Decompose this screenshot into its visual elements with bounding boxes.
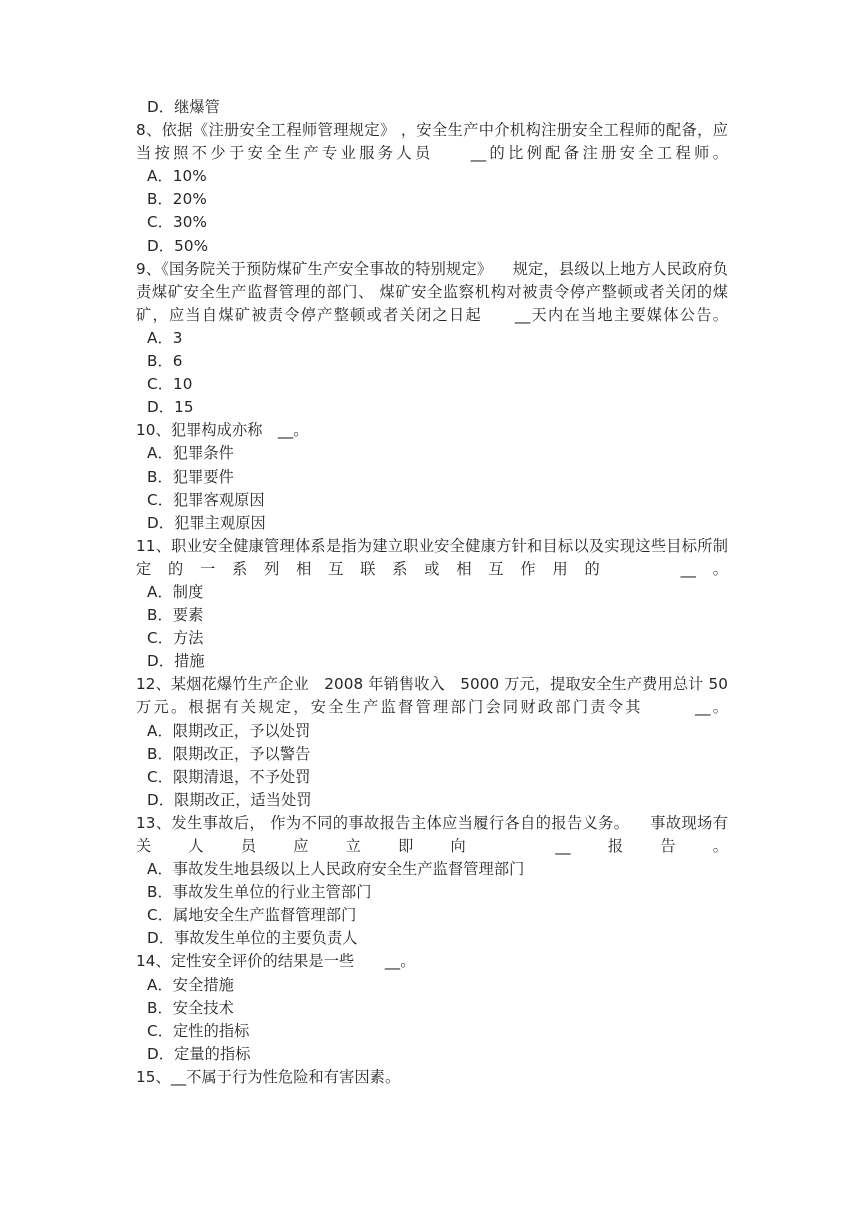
question-stem: 15、__不属于行为性危险和有害因素。: [136, 1067, 401, 1086]
question-stem: 14、定性安全评价的结果是一些 __。: [136, 952, 416, 971]
answer-option: B．限期改正，予以警告: [147, 744, 311, 763]
question-stem: 8、依据《注册安全工程师管理规定》 ，安全生产中介机构注册安全工程师的配备，应当按照不少于安全生产专业服务人员 __的比例配备注册安全工程师。: [136, 121, 728, 163]
answer-option: A．制度: [147, 582, 204, 601]
answer-option: D．犯罪主观原因: [147, 513, 266, 532]
answer-option: B．安全技术: [147, 998, 234, 1017]
answer-option: C．属地安全生产监督管理部门: [147, 906, 357, 925]
question-stem: 9、《国务院关于预防煤矿生产安全事故的特别规定》 规定，县级以上地方人民政府负责煤矿安全生产监督管理的部门、 煤矿安全监察机构对被责令停产整顿或者关闭的煤矿，应当自煤矿被责令停产整顿或者关闭之日起 __天内在当地主要媒体公告。: [136, 259, 728, 324]
answer-option: A．3: [147, 328, 183, 347]
document-page: [136, 96, 728, 1089]
answer-option: A．限期改正，予以处罚: [147, 721, 311, 740]
document-text-body: [136, 96, 728, 1089]
answer-option: C．方法: [147, 629, 204, 648]
answer-option: B．6: [147, 352, 183, 371]
answer-option: A．事故发生地县级以上人民政府安全生产监督管理部门: [147, 860, 525, 879]
question-stem: 12、某烟花爆竹生产企业 2008 年销售收入 5000 万元，提取安全生产费用总计 50 万元。根据有关规定，安全生产监督管理部门会同财政部门责令其 __。: [136, 675, 728, 717]
answer-option: B．事故发生单位的行业主管部门: [147, 883, 372, 902]
answer-option: C．30%: [147, 213, 208, 232]
answer-option: D．事故发生单位的主要负责人: [147, 929, 358, 948]
question-stem: 13、发生事故后， 作为不同的事故报告主体应当履行各自的报告义务。 事故现场有关人员应立即向 __报告。: [136, 813, 728, 855]
answer-option: D．定量的指标: [147, 1044, 251, 1063]
answer-option: C．犯罪客观原因: [147, 490, 265, 509]
answer-option: D．15: [147, 398, 194, 417]
answer-option: D．50%: [147, 236, 209, 255]
answer-option: D．措施: [147, 652, 205, 671]
answer-option: B．要素: [147, 606, 204, 625]
answer-option: A．犯罪条件: [147, 444, 234, 463]
answer-option: A．安全措施: [147, 975, 234, 994]
answer-option: C．限期清退，不予处罚: [147, 767, 311, 786]
answer-option: B．犯罪要件: [147, 467, 234, 486]
answer-option: C．10: [147, 375, 193, 394]
answer-option: D．限期改正，适当处罚: [147, 790, 312, 809]
answer-option: C．定性的指标: [147, 1021, 250, 1040]
answer-option: D．继爆管: [147, 98, 220, 116]
answer-option: B．20%: [147, 190, 207, 209]
question-stem: 11、职业安全健康管理体系是指为建立职业安全健康方针和目标以及实现这些目标所制定的一系列相互联系或相互作用的 __。: [136, 536, 728, 578]
answer-option: A．10%: [147, 167, 207, 186]
question-stem: 10、犯罪构成亦称 __。: [136, 421, 309, 440]
